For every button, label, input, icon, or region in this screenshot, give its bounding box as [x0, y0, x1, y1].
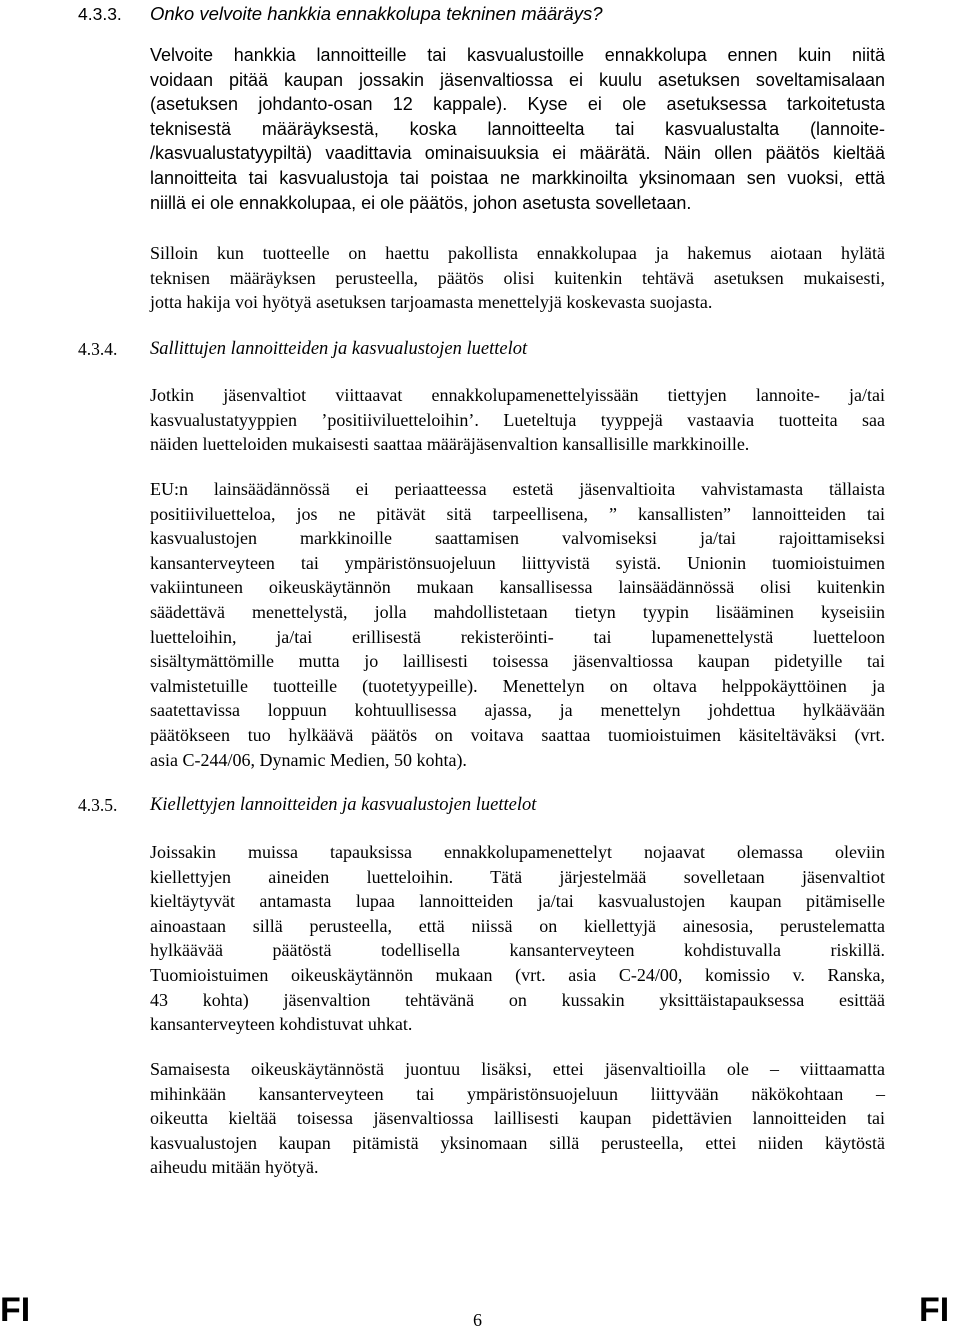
paragraph	[150, 383, 885, 457]
text-line: kansanterveyteen kohdistuvat uhkat.	[150, 1014, 413, 1035]
text-line: Joissakin muissa tapauksissa ennakkolupamenettelyt nojaavat olemassa oleviin	[150, 842, 885, 862]
text-line: kasvualustojen markkinoille saattamisen valvomiseksi ja/tai rajoittamiseksi	[150, 528, 885, 549]
text-line: /kasvualustatyypiltä) vaadittavia ominaisuuksia ei määrätä. Näin ollen päätös kieltää	[150, 143, 885, 164]
text-line: positiiviluetteloa, jos ne pitävät sitä tarpeellisena, ” kansallisten” lannoitteiden tai	[150, 503, 885, 524]
text-line: mihinkään kansanterveyteen tai ympäristönsuojeluun liittyvään näkökohtaan –	[150, 1083, 885, 1104]
text-line: kansanterveyteen tai ympäristönsuojeluun liittyvistä syistä. Unionin tuomioistuimen	[150, 552, 885, 573]
text-line: teknisen määräyksen perusteella, päätös olisi kuitenkin tehtävä asetuksen mukaisesti,	[150, 267, 885, 288]
text-line: säädettävä menettelystä, jolla mahdollistetaan tietyn tyypin lisääminen kyseisiin	[150, 601, 885, 622]
text-line: kieltäytyvät antamasta lupaa lannoitteiden ja/tai kasvualustojen kaupan pitämiselle	[150, 891, 885, 912]
paragraph	[150, 1057, 885, 1180]
text-line: jotta hakija voi hyötyä asetuksen tarjoamasta menettelyjä koskevasta suojasta.	[150, 292, 713, 313]
text-line: valmistetuille tuotteille (tuotetyypeille). Menettelyn on oltava helppokäyttöinen ja	[150, 675, 885, 696]
text-line: aiheudu mitään hyötyä.	[150, 1157, 319, 1178]
text-line: näiden luetteloiden mukaisesti saattaa määräjäsenvaltion kansallisille markkinoille.	[150, 434, 750, 455]
text-line: hylkäävää päätöstä todellisella kansanterveyteen kohdistuvalla riskillä.	[150, 940, 885, 961]
text-line: niillä ei ole ennakkolupaa, ei ole päätös, johon asetusta sovelletaan.	[150, 192, 692, 213]
text-line: päätökseen tuo hylkäävä päätös on voitava saattaa tuomioistuimen käsiteltäväksi (vrt.	[150, 724, 885, 745]
paragraph	[150, 840, 885, 1037]
section-title: Onko velvoite hankkia ennakkolupa tekninen määräys?	[150, 3, 603, 24]
text-line: kiellettyjen aineiden luetteloihin. Tätä järjestelmää sovelletaan jäsenvaltiot	[150, 866, 885, 887]
text-line: Jotkin jäsenvaltiot viittaavat ennakkolupamenettelyissään tiettyjen lannoite- ja/tai	[150, 385, 885, 405]
text-line: teknisestä määräyksestä, koska lannoitteelta tai kasvualustalta (lannoite-	[150, 118, 885, 139]
text-line: Silloin kun tuotteelle on haettu pakollista ennakkolupaa ja hakemus aiotaan hylätä	[150, 243, 885, 263]
text-line: 43 kohta) jäsenvaltion tehtävänä on kussakin yksittäistapauksessa esittää	[150, 989, 885, 1010]
text-line: asia C-244/06, Dynamic Medien, 50 kohta).	[150, 749, 467, 770]
text-line: kasvualustojen kaupan pitämistä yksinomaan sillä perusteella, ettei niiden käytöstä	[150, 1132, 885, 1153]
text-line: vakiintuneen oikeuskäytännön mukaan kansallisessa lainsäädännössä olisi kuitenkin	[150, 577, 885, 598]
section-number: 4.3.4.	[78, 339, 118, 359]
footer-language-label-left: FI	[0, 1291, 31, 1329]
text-line: sisältymättömille mutta jo laillisesti toisessa jäsenvaltiossa kaupan pidetyille tai	[150, 651, 885, 672]
text-line: EU:n lainsäädännössä ei periaatteessa estetä jäsenvaltioita vahvistamasta tällaista	[150, 479, 885, 499]
text-line: kasvualustatyyppien ’positiiviluetteloihin’. Lueteltuja tyyppejä vastaavia tuotteita saa	[150, 409, 885, 430]
text-line: ainoastaan sillä perusteella, että niissä on kiellettyjä ainesosia, perustelematta	[150, 915, 885, 936]
paragraph	[150, 43, 885, 215]
section-number: 4.3.3.	[78, 4, 122, 24]
text-line: luetteloihin, ja/tai erillisestä rekisteröinti- tai lupamenettelystä luetteloon	[150, 626, 885, 647]
text-line: saatettavissa loppuun kohtuullisessa ajassa, ja menettelyn johdettua hylkäävään	[150, 700, 885, 721]
text-line: voidaan pitää kaupan jossakin jäsenvaltiossa ei kuulu asetuksen soveltamisalaan	[150, 69, 885, 90]
section-title: Sallittujen lannoitteiden ja kasvualustojen luettelot	[150, 339, 528, 359]
section-number: 4.3.5.	[78, 795, 118, 815]
paragraph	[150, 477, 885, 772]
paragraph	[150, 241, 885, 315]
section-title: Kiellettyjen lannoitteiden ja kasvualustojen luettelot	[150, 795, 537, 815]
footer-language-label-right: FI	[919, 1291, 950, 1329]
text-line: lannoitteita tai kasvualustoja tai poistaa ne markkinoilta yksinomaan sen vuoksi, että	[150, 167, 885, 188]
page-number: 6	[473, 1310, 482, 1330]
text-line: Samaisesta oikeuskäytännöstä juontuu lisäksi, ettei jäsenvaltioilla ole – viittaamatta	[150, 1059, 885, 1079]
text-line: oikeutta kieltää toisessa jäsenvaltiossa laillisesti kaupan pidettävien lannoitteiden tai	[150, 1108, 885, 1129]
text-line: (asetuksen johdanto-osan 12 kappale). Kyse ei ole asetuksessa tarkoitetusta	[150, 94, 885, 115]
text-line: Tuomioistuimen oikeuskäytännön mukaan (vrt. asia C-24/00, komissio v. Ranska,	[150, 964, 885, 985]
text-line: Velvoite hankkia lannoitteille tai kasvualustoille ennakkolupa ennen kuin niitä	[150, 45, 885, 65]
